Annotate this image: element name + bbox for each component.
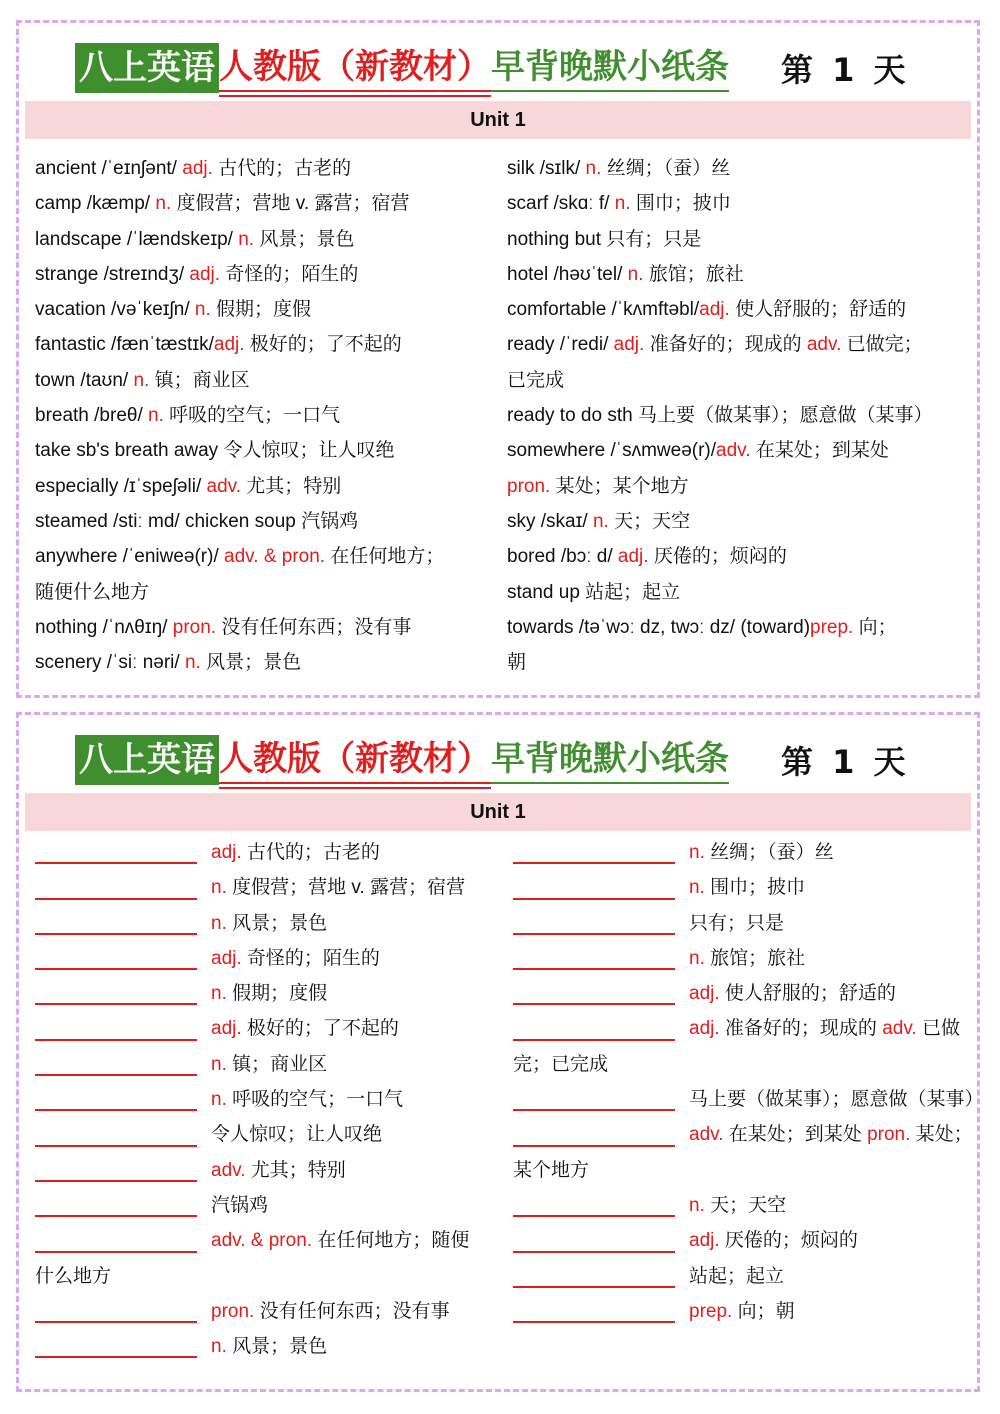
exercise-meaning: 假期；度假 (226, 983, 328, 1005)
exercise-meaning: 天；天空 (704, 1194, 787, 1216)
vocab-meaning: 风景；景色 (254, 228, 355, 250)
page-title (75, 731, 955, 789)
part-of-speech: pron. (507, 475, 551, 497)
vocab-entry (35, 610, 495, 645)
exercise-meaning: 向；朝 (732, 1300, 795, 1322)
exercise-prompt (197, 1294, 450, 1329)
vocab-entry (35, 539, 495, 574)
exercise-continuation (35, 1259, 505, 1294)
part-of-speech: n. (211, 877, 227, 899)
vocab-entry (507, 327, 971, 362)
vocab-word: especially /ɪˈspeʃəli/ (35, 475, 207, 497)
part-of-speech: n. (627, 263, 644, 285)
exercise-meaning: 围巾；披巾 (704, 877, 806, 899)
exercise-prompt (197, 1188, 268, 1223)
vocab-meaning: 厌倦的；烦闷的 (648, 546, 787, 568)
exercise-prompt (675, 1011, 960, 1046)
vocab-meaning: 已做完； (841, 334, 923, 356)
part-of-speech: n. (238, 228, 255, 250)
vocab-entry (507, 257, 971, 292)
exercise-meaning: 什么地方 (35, 1265, 112, 1287)
answer-blank[interactable] (35, 933, 197, 935)
exercise-prompt (197, 835, 380, 870)
vocab-word: 随便什么地方 (35, 581, 150, 603)
vocab-meaning: 假期；度假 (210, 299, 312, 321)
exercise-prompt (197, 976, 327, 1011)
answer-blank[interactable] (35, 968, 197, 970)
part-of-speech: n. (133, 369, 150, 391)
vocab-entry (35, 363, 495, 398)
vocab-entry (507, 504, 971, 539)
exercise-prompt (197, 906, 327, 941)
exercise-row (513, 1082, 984, 1117)
exercise-meaning: 令人惊叹；让人叹绝 (211, 1124, 383, 1146)
vocab-meaning: 奇怪的；陌生的 (220, 263, 359, 285)
exercise-row (513, 1223, 973, 1258)
vocab-word: 朝 (507, 652, 527, 674)
exercise-meaning: 使人舒服的；舒适的 (719, 983, 896, 1005)
vocab-word: fantastic /fænˈtæstɪk/ (35, 334, 214, 356)
answer-blank[interactable] (513, 1145, 675, 1147)
vocab-meaning: 尤其；特别 (241, 475, 342, 497)
vocab-list-right (507, 151, 971, 680)
vocab-meaning: 在某处；到某处 (750, 440, 889, 462)
exercise-row (513, 1294, 973, 1329)
exercise-row (35, 1223, 505, 1258)
answer-blank[interactable] (35, 1109, 197, 1111)
part-of-speech: prep. (810, 616, 854, 638)
vocab-entry (507, 292, 971, 327)
exercise-meaning: 汽锅鸡 (211, 1194, 269, 1216)
part-of-speech: n. (585, 158, 602, 179)
exercise-prompt (675, 976, 896, 1011)
part-of-speech: n. (614, 193, 631, 215)
exercise-row (513, 906, 973, 941)
answer-blank[interactable] (513, 933, 675, 935)
part-of-speech: n. (211, 912, 227, 934)
exercise-prompt (675, 1259, 784, 1294)
exercise-prompt (197, 941, 380, 976)
answer-blank[interactable] (35, 1145, 197, 1147)
answer-blank[interactable] (35, 1039, 197, 1041)
vocab-entry (35, 504, 495, 539)
answer-blank[interactable] (513, 1039, 675, 1041)
vocab-word: towards /təˈwɔː dz, twɔː dz/ (toward) (507, 616, 811, 638)
exercise-prompt (197, 1047, 327, 1082)
vocab-word: scarf /skɑː f/ (507, 193, 615, 215)
vocab-word: hotel /həʊˈtel/ (507, 263, 628, 285)
answer-blank[interactable] (35, 1180, 197, 1182)
vocab-word: camp /kæmp/ (35, 193, 156, 215)
answer-blank[interactable] (513, 1215, 675, 1217)
exercise-prompt (675, 1082, 984, 1117)
vocab-meaning: 没有任何东西；没有事 (216, 616, 412, 638)
vocab-word: sky /skaɪ/ (507, 510, 593, 532)
exercise-row (35, 1294, 505, 1329)
part-of-speech: adj. (613, 334, 645, 356)
part-of-speech: adj. (213, 334, 245, 356)
exercise-meaning: 没有任何东西；没有事 (254, 1300, 450, 1322)
vocab-entry (507, 222, 971, 257)
answer-blank[interactable] (513, 1286, 675, 1288)
part-of-speech: adv. (689, 1124, 724, 1146)
exercise-meaning: 准备好的；现成的 (719, 1018, 883, 1040)
part-of-speech: adj. (189, 263, 221, 285)
vocab-word: take sb's breath away 令人惊叹；让人叹绝 (35, 440, 395, 462)
exercise-row (35, 1329, 505, 1364)
exercise-meaning: 在任何地方；随便 (312, 1230, 470, 1252)
exercise-meaning: 站起；起立 (689, 1265, 785, 1287)
exercise-prompt (197, 1117, 382, 1152)
exercise-row (35, 1117, 505, 1152)
vocab-word: nothing /ˈnʌθɪŋ/ (35, 616, 173, 638)
exercise-row (35, 976, 505, 1011)
answer-blank[interactable] (35, 1321, 197, 1323)
title-edition: 人教版（新教材） (219, 736, 491, 784)
vocab-entry (35, 469, 495, 504)
vocab-word: ancient /ˈeɪnʃənt/ (35, 158, 183, 179)
exercise-meaning: 镇；商业区 (226, 1053, 328, 1075)
vocab-entry (35, 186, 495, 221)
vocab-word: town /taʊn/ (35, 369, 134, 391)
exercise-row (35, 1188, 505, 1223)
exercise-meaning: 旅馆；旅社 (704, 947, 806, 969)
vocab-meaning: 丝绸；（蚕）丝 (601, 158, 731, 179)
title-grade: 八上英语 (75, 735, 219, 785)
exercise-row (35, 1153, 505, 1188)
exercise-prompt (675, 941, 805, 976)
exercise-prompt (675, 1188, 786, 1223)
answer-blank[interactable] (35, 1251, 197, 1253)
vocab-entry (507, 398, 971, 433)
title-grade: 八上英语 (75, 43, 219, 93)
part-of-speech: adj. (689, 1230, 720, 1252)
vocab-entry (35, 433, 495, 468)
exercise-row (35, 870, 505, 905)
vocab-entry (507, 433, 971, 468)
exercise-row (513, 870, 973, 905)
part-of-speech: adj. (689, 1018, 720, 1040)
part-of-speech: adv. (206, 475, 242, 497)
exercise-row (513, 1259, 973, 1294)
exercise-row (513, 1117, 973, 1152)
exercise-meaning: 只有；只是 (689, 912, 785, 934)
exercise-meaning: 极好的；了不起的 (241, 1018, 399, 1040)
vocab-meaning: 呼吸的空气；一口气 (163, 405, 341, 427)
exercise-prompt (197, 1223, 469, 1258)
vocab-word: 已完成 (507, 369, 565, 391)
exercise-meaning: 度假营；营地 v. 露营；宿营 (226, 877, 466, 899)
vocab-entry (507, 186, 971, 221)
part-of-speech: adj. (182, 158, 213, 179)
exercise-prompt (675, 1223, 858, 1258)
vocab-word: nothing but 只有；只是 (507, 228, 702, 250)
vocab-entry (35, 645, 495, 680)
vocab-card (16, 20, 980, 698)
part-of-speech: adj. (211, 947, 242, 969)
vocab-meaning: 使人舒服的；舒适的 (729, 299, 907, 321)
vocab-entry (507, 469, 971, 504)
part-of-speech: pron. (172, 616, 217, 638)
vocab-list-left (35, 151, 495, 680)
unit-bar: Unit 1 (25, 793, 971, 831)
vocab-word: anywhere /ˈeniweə(r)/ (35, 546, 225, 568)
exercise-prompt (197, 870, 465, 905)
vocab-word: bored /bɔː d/ (507, 546, 618, 568)
answer-blank[interactable] (35, 1356, 197, 1358)
part-of-speech: adj. (211, 842, 242, 863)
exercise-meaning: 厌倦的；烦闷的 (719, 1230, 858, 1252)
vocab-meaning: 准备好的；现成的 (644, 334, 807, 356)
vocab-entry (35, 327, 495, 362)
part-of-speech: adv. & pron. (211, 1230, 313, 1252)
answer-blank[interactable] (513, 1003, 675, 1005)
part-of-speech: n. (194, 299, 211, 321)
vocab-meaning: 风景；景色 (200, 652, 302, 674)
title-subtitle: 早背晚默小纸条 (491, 736, 729, 784)
vocab-entry (35, 398, 495, 433)
part-of-speech: n. (155, 193, 172, 215)
exercise-meaning: 风景；景色 (226, 912, 328, 934)
vocab-word: ready /ˈredi/ (507, 334, 614, 356)
part-of-speech: adj. (689, 983, 720, 1005)
part-of-speech: adj. (617, 546, 649, 568)
vocab-word: comfortable /ˈkʌmftəbl/ (507, 299, 700, 321)
vocab-entry (507, 610, 971, 645)
part-of-speech: n. (592, 510, 609, 532)
vocab-entry (507, 539, 971, 574)
exercise-continuation (513, 1047, 973, 1082)
exercise-prompt (675, 835, 834, 870)
exercise-card (16, 712, 984, 1392)
vocab-meaning: 天；天空 (608, 510, 691, 532)
part-of-speech: n. (211, 983, 227, 1005)
part-of-speech: n. (689, 877, 705, 899)
exercise-prompt (675, 870, 805, 905)
part-of-speech: n. (211, 1053, 227, 1075)
vocab-meaning: 度假营；营地 v. 露营；宿营 (171, 193, 410, 215)
vocab-entry (35, 257, 495, 292)
part-of-speech: pron. (867, 1124, 911, 1146)
vocab-word: vacation /vəˈkeɪʃn/ (35, 299, 195, 321)
part-of-speech: adv. & pron. (224, 546, 326, 568)
exercise-meaning: 奇怪的；陌生的 (241, 947, 380, 969)
part-of-speech: prep. (689, 1300, 733, 1322)
part-of-speech: n. (689, 1194, 705, 1216)
exercise-meaning: 某个地方 (513, 1159, 590, 1181)
title-edition: 人教版（新教材） (219, 44, 491, 92)
vocab-entry (35, 292, 495, 327)
exercise-row (513, 1188, 973, 1223)
part-of-speech: n. (211, 1336, 227, 1358)
part-of-speech: adv. (211, 1159, 246, 1181)
vocab-meaning: 围巾；披巾 (630, 193, 731, 215)
vocab-meaning: 镇；商业区 (149, 369, 250, 391)
vocab-word: ready to do sth 马上要（做某事）；愿意做（某事） (507, 405, 933, 427)
answer-blank[interactable] (35, 1074, 197, 1076)
answer-blank[interactable] (35, 1003, 197, 1005)
day-label: 第 1 天 (781, 51, 910, 89)
vocab-word: steamed /stiː md/ chicken soup 汽锅鸡 (35, 510, 359, 532)
vocab-word: scenery /ˈsiː nəri/ (35, 652, 185, 674)
vocab-word: breath /breθ/ (35, 405, 149, 427)
exercise-row (513, 976, 973, 1011)
exercise-meaning: 某处； (910, 1124, 973, 1146)
answer-blank[interactable] (513, 968, 675, 970)
vocab-meaning: 向； (853, 616, 897, 638)
exercise-meaning: 丝绸；（蚕）丝 (704, 842, 834, 863)
title-subtitle: 早背晚默小纸条 (491, 44, 729, 92)
vocab-entry (35, 575, 495, 610)
exercise-prompt (197, 1153, 346, 1188)
vocab-meaning: 在任何地方； (325, 546, 445, 568)
exercise-continuation (513, 1153, 973, 1188)
exercise-meaning: 完；已完成 (513, 1053, 609, 1075)
exercise-row (35, 941, 505, 976)
answer-blank[interactable] (35, 1215, 197, 1217)
answer-blank[interactable] (513, 1251, 675, 1253)
vocab-entry (507, 363, 971, 398)
part-of-speech: n. (184, 652, 201, 674)
exercise-meaning: 呼吸的空气；一口气 (226, 1089, 404, 1111)
exercise-row (35, 906, 505, 941)
vocab-word: strange /streɪndʒ/ (35, 263, 190, 285)
exercise-meaning: 古代的；古老的 (241, 842, 380, 863)
exercise-row (513, 1011, 973, 1046)
exercise-prompt (197, 1329, 327, 1364)
part-of-speech: pron. (211, 1300, 255, 1322)
exercise-prompt (197, 1082, 403, 1117)
day-label: 第 1 天 (781, 743, 910, 781)
answer-blank[interactable] (513, 898, 675, 900)
page-title (75, 39, 955, 97)
vocab-meaning: 极好的；了不起的 (244, 334, 402, 356)
exercise-row (35, 1047, 505, 1082)
vocab-word: silk /sɪlk/ (507, 158, 586, 179)
vocab-entry (35, 222, 495, 257)
exercise-row (35, 1082, 505, 1117)
unit-bar: Unit 1 (25, 101, 971, 139)
answer-blank[interactable] (35, 898, 197, 900)
exercise-prompt (675, 906, 784, 941)
part-of-speech: adv. (806, 334, 842, 356)
exercise-prompt (675, 1294, 795, 1329)
exercise-meaning: 已做 (916, 1018, 960, 1040)
exercise-row (35, 1011, 505, 1046)
vocab-word: landscape /ˈlændskeɪp/ (35, 228, 239, 250)
exercise-meaning: 风景；景色 (226, 1336, 328, 1358)
part-of-speech: adv. (882, 1018, 917, 1040)
exercise-meaning: 马上要（做某事）；愿意做（某事） (689, 1089, 984, 1111)
part-of-speech: n. (689, 842, 705, 863)
answer-blank[interactable] (35, 862, 197, 864)
vocab-word: stand up 站起；起立 (507, 581, 681, 603)
part-of-speech: n. (689, 947, 705, 969)
vocab-word: somewhere /ˈsʌmweə(r)/ (507, 440, 717, 462)
vocab-entry (35, 151, 495, 186)
exercise-list-right (513, 835, 984, 1329)
part-of-speech: adv. (716, 440, 751, 462)
exercise-meaning: 尤其；特别 (245, 1159, 346, 1181)
part-of-speech: n. (148, 405, 164, 427)
exercise-meaning: 在某处；到某处 (723, 1124, 868, 1146)
part-of-speech: adj. (699, 299, 730, 321)
vocab-entry (507, 151, 971, 186)
vocab-meaning: 古代的；古老的 (212, 158, 352, 179)
exercise-list-left (35, 835, 505, 1364)
exercise-row (513, 941, 973, 976)
answer-blank[interactable] (513, 1321, 675, 1323)
vocab-meaning: 旅馆；旅社 (643, 263, 744, 285)
vocab-entry (507, 575, 971, 610)
vocab-entry (507, 645, 971, 680)
exercise-row (513, 835, 973, 870)
answer-blank[interactable] (513, 1109, 675, 1111)
answer-blank[interactable] (513, 862, 675, 864)
vocab-meaning: 某处；某个地方 (550, 475, 689, 497)
exercise-row (35, 835, 505, 870)
exercise-prompt (197, 1011, 399, 1046)
part-of-speech: n. (211, 1089, 227, 1111)
part-of-speech: adj. (211, 1018, 242, 1040)
exercise-prompt (675, 1117, 973, 1152)
